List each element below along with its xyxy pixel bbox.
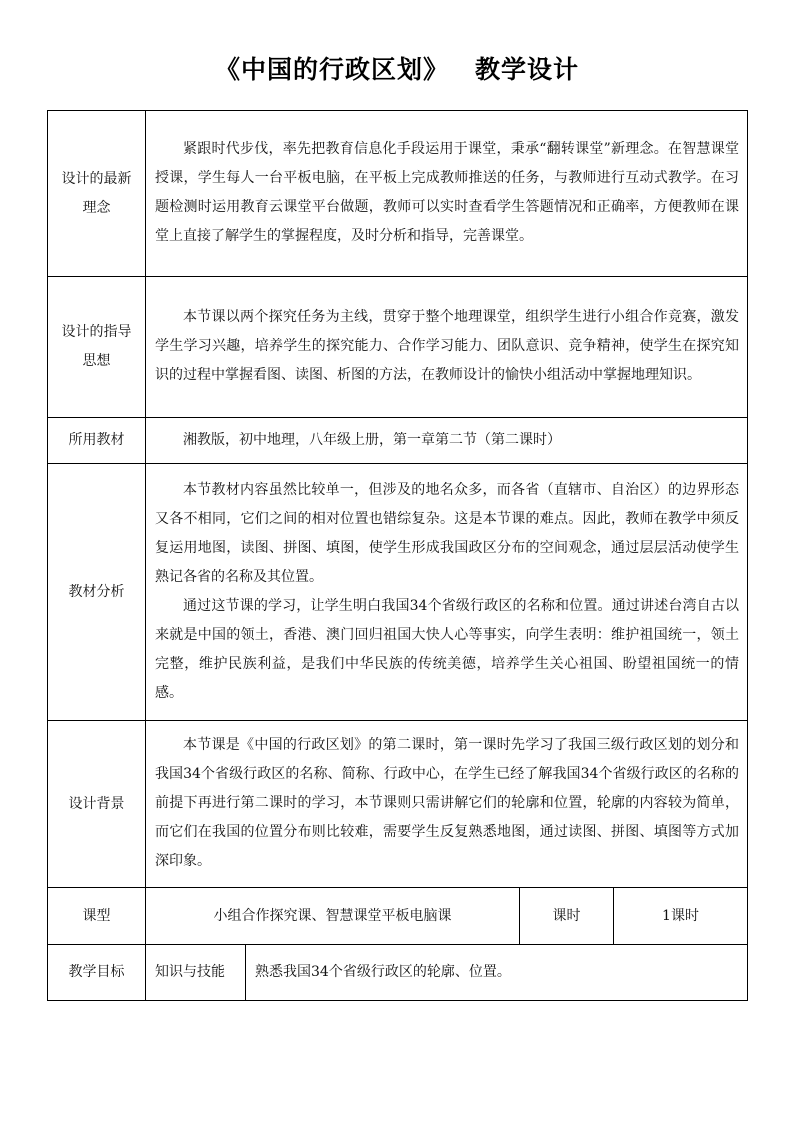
title-suffix: 教学设计 xyxy=(475,55,580,84)
label-guiding-thought: 设计的指导思想 xyxy=(48,277,146,418)
label-design-background: 设计背景 xyxy=(48,721,146,888)
document-title xyxy=(0,50,794,86)
text-guiding-thought: 本节课以两个探究任务为主线，贯穿于整个地理课堂，组织学生进行小组合作竞赛，激发学生学习兴趣，培养学生的探究能力、合作学习能力、团队意识、竞争精神，使学生在探究知识的过程中掌握看图、读图、析图的方法，在教师设计的愉快小组活动中掌握地理知识。 xyxy=(155,309,739,383)
label-knowledge-skills: 知识与技能 xyxy=(146,945,246,1001)
row-guiding-thought xyxy=(48,277,748,418)
row-materials xyxy=(48,418,748,464)
cell-design-concept xyxy=(146,111,748,277)
row-teaching-goals xyxy=(48,945,748,1001)
label-design-concept: 设计的最新理念 xyxy=(48,111,146,277)
cell-design-background xyxy=(146,721,748,888)
label-class-hours: 课时 xyxy=(520,888,614,945)
lesson-design-table xyxy=(47,110,748,1001)
title-main: 《中国的行政区划》 xyxy=(214,55,449,84)
row-design-background xyxy=(48,721,748,888)
text-teaching-goals: 熟悉我国34个省级行政区的轮廓、位置。 xyxy=(246,945,748,1001)
text-design-background: 本节课是《中国的行政区划》的第二课时，第一课时先学习了我国三级行政区划的划分和我国34个省级行政区的名称、简称、行政中心，在学生已经了解我国34个省级行政区的名称的前提下再进行第二课时的学习，本节课则只需讲解它们的轮廓和位置，轮廓的内容较为简单，而它们在我国的位置分布则比较难，需要学生反复熟悉地图，通过读图、拼图、填图等方式加深印象。 xyxy=(155,737,739,869)
cell-guiding-thought xyxy=(146,277,748,418)
label-material-analysis: 教材分析 xyxy=(48,464,146,721)
value-class-hours: 1课时 xyxy=(614,888,748,945)
text-material-analysis-1: 本节教材内容虽然比较单一，但涉及的地名众多，而各省（直辖市、自治区）的边界形态又各不相同，它们之间的相对位置也错综复杂。这是本节课的难点。因此，教师在教学中须反复运用地图，读图、拼图、填图，使学生形成我国政区分布的空间观念，通过层层活动使学生熟记各省的名称及其位置。 xyxy=(155,481,739,585)
cell-materials xyxy=(146,418,748,464)
cell-material-analysis xyxy=(146,464,748,721)
row-design-concept xyxy=(48,111,748,277)
label-teaching-goals: 教学目标 xyxy=(48,945,146,1001)
text-design-concept: 紧跟时代步伐，率先把教育信息化手段运用于课堂，秉承“翻转课堂”新理念。在智慧课堂授课，学生每人一台平板电脑，在平板上完成教师推送的任务，与教师进行互动式教学。在习题检测时运用教育云课堂平台做题，教师可以实时查看学生答题情况和正确率，方便教师在课堂上直接了解学生的掌握程度，及时分析和指导，完善课堂。 xyxy=(155,141,739,244)
value-lesson-type: 小组合作探究课、智慧课堂平板电脑课 xyxy=(146,888,520,945)
row-lesson-type xyxy=(48,888,748,945)
text-material-analysis-2: 通过这节课的学习，让学生明白我国34个省级行政区的名称和位置。通过讲述台湾自古以来就是中国的领土，香港、澳门回归祖国大快人心等事实，向学生表明：维护祖国统一，领土完整，维护民族利益，是我们中华民族的传统美德，培养学生关心祖国、盼望祖国统一的情感。 xyxy=(155,597,739,701)
text-materials: 湘教版，初中地理，八年级上册，第一章第二节（第二课时） xyxy=(183,431,561,448)
row-material-analysis xyxy=(48,464,748,721)
label-materials: 所用教材 xyxy=(48,418,146,464)
label-lesson-type: 课型 xyxy=(48,888,146,945)
